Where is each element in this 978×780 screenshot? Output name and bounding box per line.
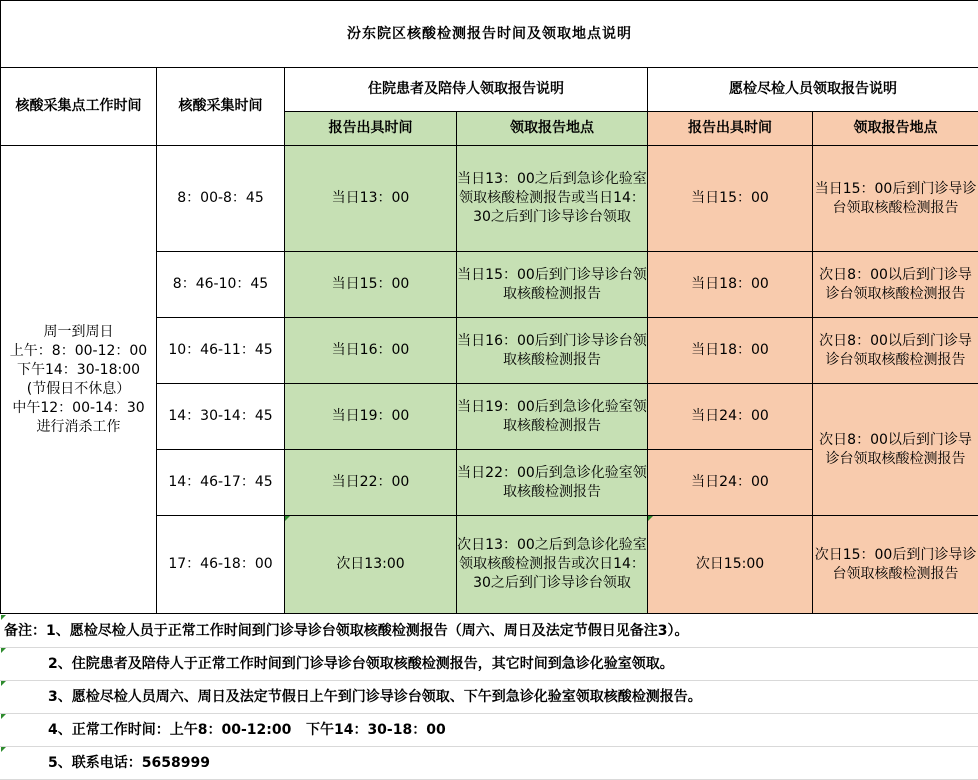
header-inpatient-report-time: 报告出具时间: [285, 112, 457, 146]
voluntary-report-time-cell: 当日24：00: [648, 384, 813, 450]
collect-time-cell: 14：46-17：45: [157, 450, 285, 516]
note-text: 3、愿检尽检人员周六、周日及法定节假日上午到门诊导诊台领取、下午到急诊化验室领取核酸检测报告。: [48, 689, 702, 705]
inpatient-report-time-cell: 当日15：00: [285, 252, 457, 318]
work-time-line: 中午12：00-14：30: [1, 399, 156, 418]
work-time-line: 上午：8：00-12：00: [1, 342, 156, 361]
cell-marker-icon: [1, 615, 6, 620]
page-title: 汾东院区核酸检测报告时间及领取地点说明: [1, 1, 978, 68]
voluntary-report-time-cell: 次日15:00: [648, 516, 813, 614]
inpatient-pickup-place-cell: 当日13：00之后到急诊化验室领取核酸检测报告或当日14：30之后到门诊导诊台领取: [457, 146, 648, 252]
note-line: [0, 615, 978, 648]
work-time-line: 周一到周日: [1, 323, 156, 342]
voluntary-pickup-place-cell: 次日8：00以后到门诊导诊台领取核酸检测报告: [813, 384, 978, 516]
cell-marker-icon: [1, 681, 6, 686]
inpatient-pickup-place-cell: 次日13：00之后到急诊化验室领取核酸检测报告或次日14：30之后到门诊导诊台领取: [457, 516, 648, 614]
inpatient-report-time-cell: 当日22：00: [285, 450, 457, 516]
voluntary-pickup-place-cell: 次日8：00以后到门诊导诊台领取核酸检测报告: [813, 318, 978, 384]
header-inpatient-group: 住院患者及陪侍人领取报告说明: [285, 68, 648, 112]
header-work-time: 核酸采集点工作时间: [1, 68, 157, 146]
collect-time-cell: 17：46-18：00: [157, 516, 285, 614]
note-text: 5、联系电话：5658999: [48, 755, 210, 771]
note-line: [0, 681, 978, 714]
inpatient-report-time-cell: 次日13:00: [285, 516, 457, 614]
note-text: 2、住院患者及陪侍人于正常工作时间到门诊导诊台领取核酸检测报告，其它时间到急诊化验室领取。: [48, 656, 674, 672]
voluntary-pickup-place-cell: 当日15：00后到门诊导诊台领取核酸检测报告: [813, 146, 978, 252]
header-inpatient-pickup-place: 领取报告地点: [457, 112, 648, 146]
collect-time-cell: 8：46-10：45: [157, 252, 285, 318]
notes-section: [0, 615, 978, 780]
note-text: 4、正常工作时间：上午8：00-12:00 下午14：30-18：00: [48, 722, 446, 738]
work-time-line: 下午14：30-18:00: [1, 361, 156, 380]
work-time-cell: [1, 146, 157, 614]
collect-time-cell: 14：30-14：45: [157, 384, 285, 450]
voluntary-pickup-place-cell: 次日8：00以后到门诊导诊台领取核酸检测报告: [813, 252, 978, 318]
note-text: 备注：1、愿检尽检人员于正常工作时间到门诊导诊台领取核酸检测报告（周六、周日及法定节假日见备注3）。: [4, 623, 688, 639]
header-voluntary-pickup-place: 领取报告地点: [813, 112, 978, 146]
cell-marker-icon: [1, 747, 6, 752]
header-voluntary-group: 愿检尽检人员领取报告说明: [648, 68, 978, 112]
inpatient-report-time-cell: 当日13：00: [285, 146, 457, 252]
cell-marker-icon: [1, 714, 6, 719]
cell-marker-icon: [1, 648, 6, 653]
work-time-line: 进行消杀工作: [1, 418, 156, 437]
note-line: [0, 648, 978, 681]
work-time-line: (节假日不休息）: [1, 380, 156, 399]
voluntary-pickup-place-cell: 次日15：00后到门诊导诊台领取核酸检测报告: [813, 516, 978, 614]
inpatient-pickup-place-cell: 当日22：00后到急诊化验室领取核酸检测报告: [457, 450, 648, 516]
collect-time-cell: 8：00-8：45: [157, 146, 285, 252]
voluntary-report-time-cell: 当日18：00: [648, 252, 813, 318]
table-row: [1, 146, 978, 252]
voluntary-report-time-cell: 当日15：00: [648, 146, 813, 252]
collect-time-cell: 10：46-11：45: [157, 318, 285, 384]
header-collect-time: 核酸采集时间: [157, 68, 285, 146]
inpatient-report-time-cell: 当日16：00: [285, 318, 457, 384]
voluntary-report-time-cell: 当日18：00: [648, 318, 813, 384]
inpatient-pickup-place-cell: 当日15：00后到门诊导诊台领取核酸检测报告: [457, 252, 648, 318]
inpatient-pickup-place-cell: 当日16：00后到门诊导诊台领取核酸检测报告: [457, 318, 648, 384]
note-line: [0, 747, 978, 780]
header-voluntary-report-time: 报告出具时间: [648, 112, 813, 146]
voluntary-report-time-cell: 当日24：00: [648, 450, 813, 516]
note-line: [0, 714, 978, 747]
inpatient-pickup-place-cell: 当日19：00后到急诊化验室领取核酸检测报告: [457, 384, 648, 450]
inpatient-report-time-cell: 当日19：00: [285, 384, 457, 450]
